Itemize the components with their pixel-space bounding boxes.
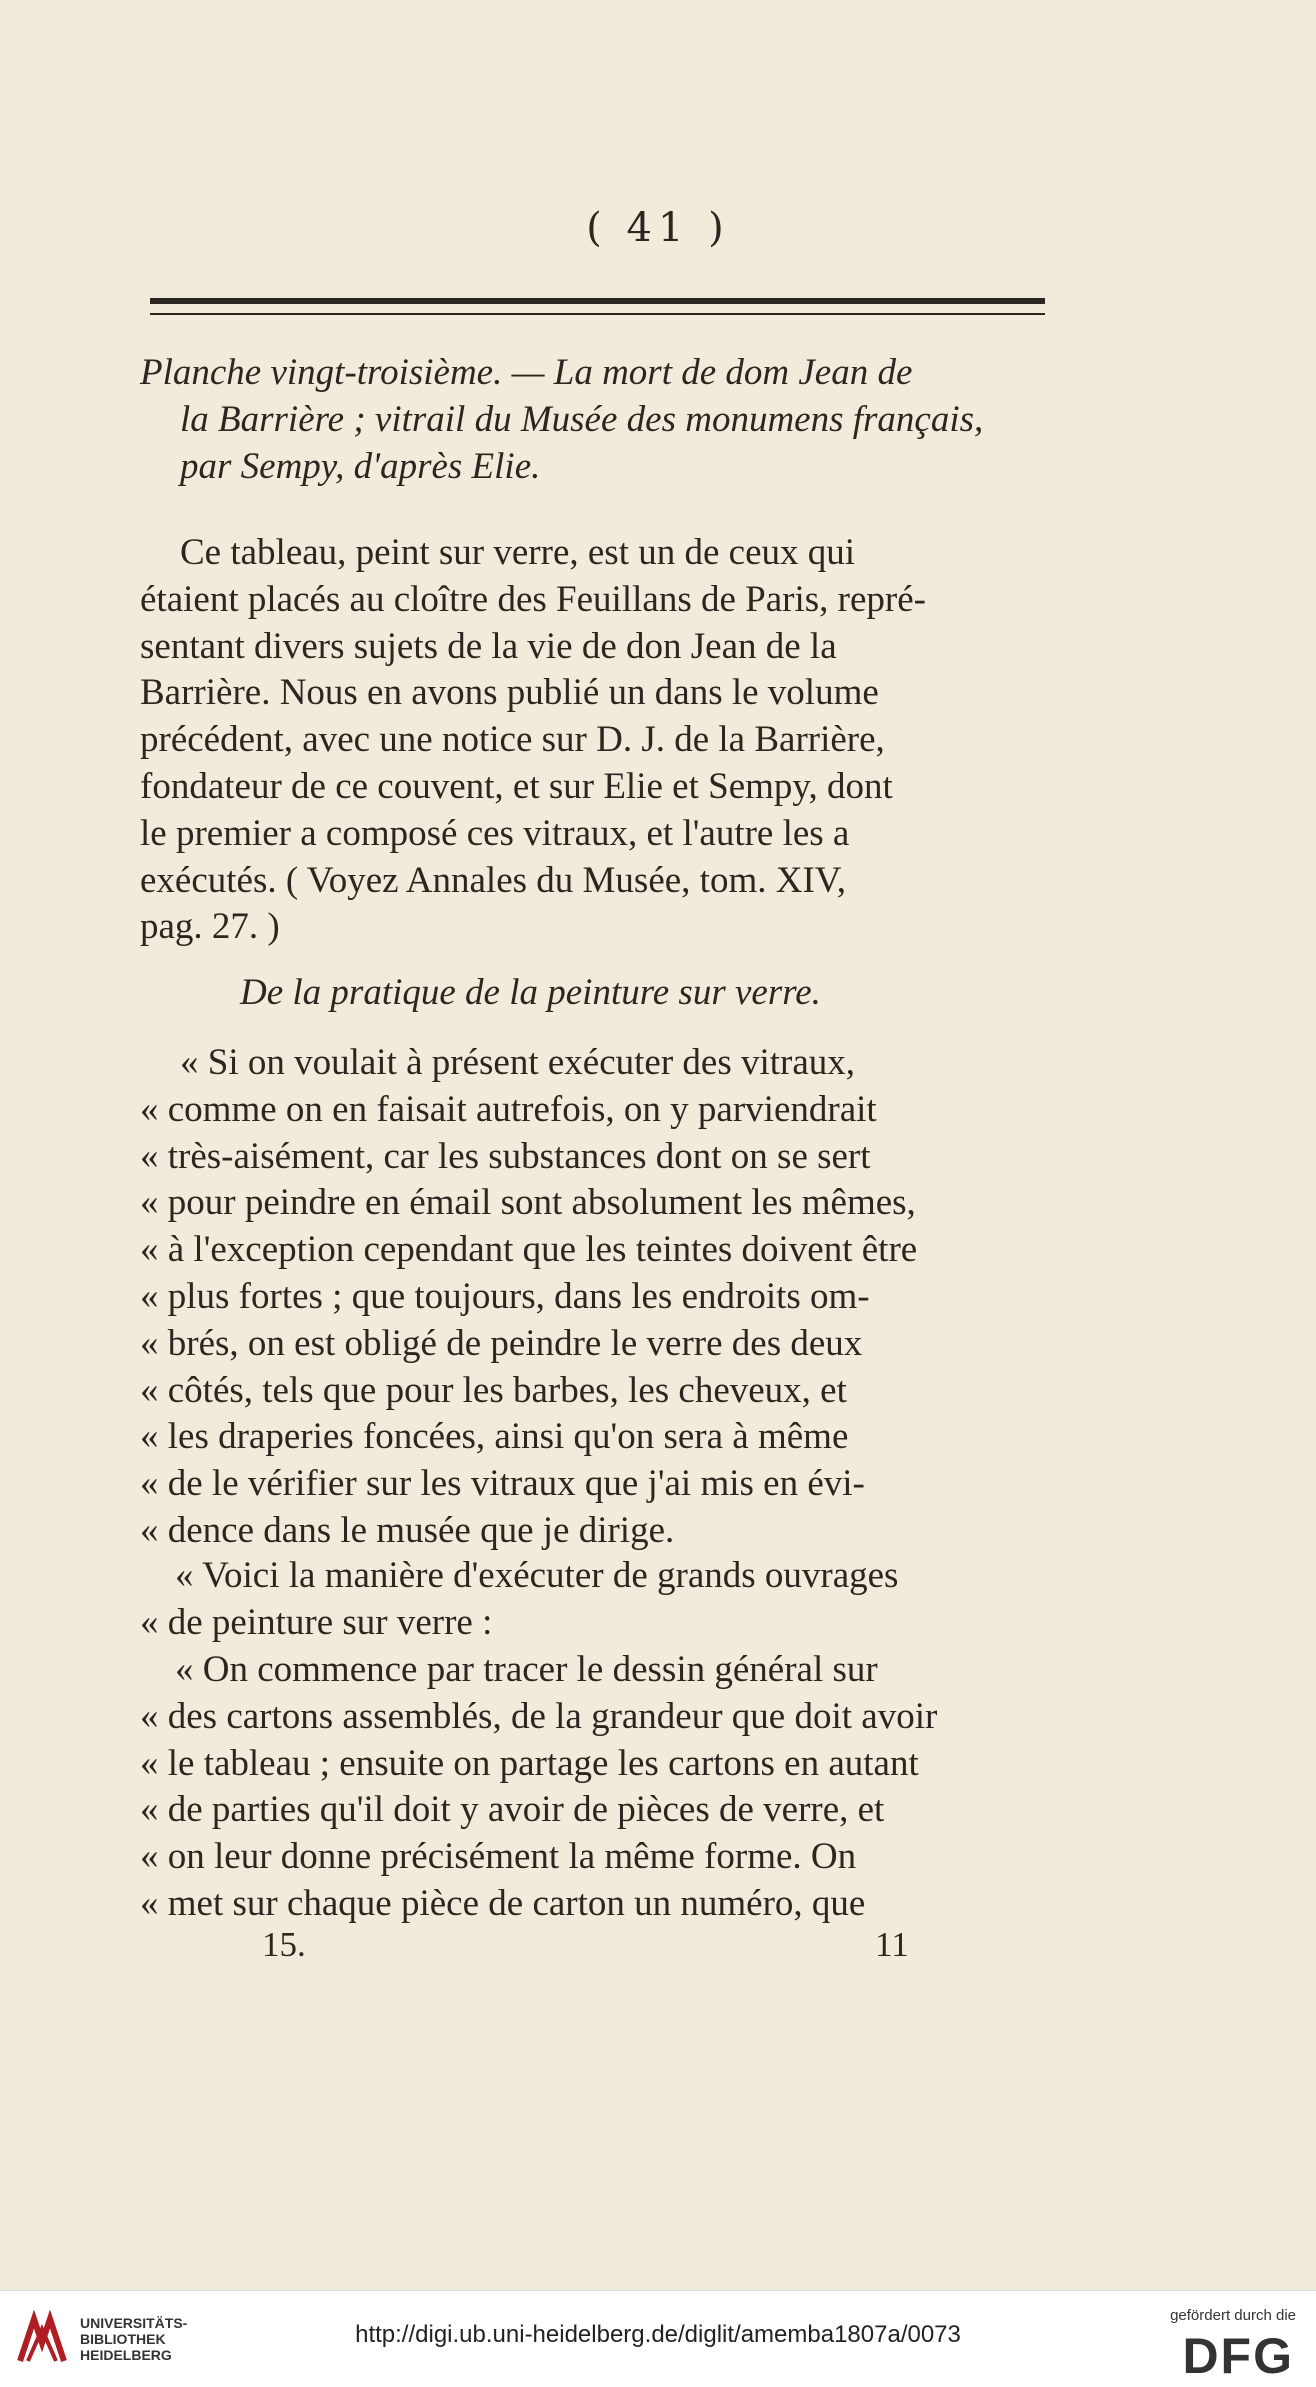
- paragraph-line: pag. 27. ): [140, 906, 280, 948]
- quoted-line: « on leur donne précisément la même forme. On: [140, 1836, 857, 1878]
- quoted-line: « les draperies foncées, ainsi qu'on sera à même: [140, 1416, 849, 1458]
- signature-mark-left: 15.: [262, 1925, 306, 1964]
- paragraph-line: étaient placés au cloître des Feuillans de Paris, repré-: [140, 578, 926, 620]
- funding-note: gefördert durch die: [1170, 2307, 1296, 2324]
- quoted-line: « de peinture sur verre :: [140, 1601, 493, 1643]
- library-name: UNIVERSITÄTS- BIBLIOTHEK HEIDELBERG: [80, 2315, 188, 2363]
- quoted-line: « le tableau ; ensuite on partage les cartons en autant: [140, 1742, 919, 1784]
- paragraph-line: Barrière. Nous en avons publié un dans le volume: [140, 672, 879, 714]
- quoted-line: « comme on en faisait autrefois, on y parviendrait: [140, 1088, 877, 1130]
- quoted-line: « Voici la manière d'exécuter de grands ouvrages: [175, 1555, 899, 1596]
- quoted-line: « de le vérifier sur les vitraux que j'ai mis en évi-: [140, 1463, 865, 1505]
- heading-line: par Sempy, d'après Elie.: [180, 445, 541, 487]
- permalink-url[interactable]: http://digi.ub.uni-heidelberg.de/diglit/amemba1807a/0073: [355, 2321, 961, 2348]
- quoted-line: « dence dans le musée que je dirige.: [140, 1510, 675, 1551]
- header-rule-thick: [150, 298, 1045, 304]
- section-subheading: De la pratique de la peinture sur verre.: [240, 972, 821, 1013]
- paragraph-line: exécutés. ( Voyez Annales du Musée, tom. XIV,: [140, 859, 846, 901]
- quoted-line: « côtés, tels que pour les barbes, les cheveux, et: [140, 1369, 847, 1411]
- quoted-line: « des cartons assemblés, de la grandeur que doit avoir: [140, 1695, 938, 1737]
- header-rule-thin: [150, 313, 1045, 315]
- quoted-line: « met sur chaque pièce de carton un numéro, que: [140, 1883, 866, 1924]
- dfg-logo: DFG: [1182, 2328, 1294, 2384]
- signature-mark-right: 11: [875, 1925, 909, 1964]
- quoted-line: « pour peindre en émail sont absolument les mêmes,: [140, 1182, 916, 1224]
- paragraph-line: Ce tableau, peint sur verre, est un de ceux qui: [180, 532, 856, 573]
- quoted-line: « de parties qu'il doit y avoir de pièces de verre, et: [140, 1789, 885, 1831]
- quoted-line: « On commence par tracer le dessin général sur: [175, 1649, 878, 1690]
- paragraph-line: le premier a composé ces vitraux, et l'autre les a: [140, 812, 850, 854]
- paragraph-line: sentant divers sujets de la vie de don Jean de la: [140, 625, 837, 667]
- page-number: ( 41 ): [586, 205, 730, 251]
- library-banner: [0, 2290, 1316, 2387]
- quoted-line: « Si on voulait à présent exécuter des vitraux,: [180, 1042, 856, 1083]
- quoted-line: « très-aisément, car les substances dont on se sert: [140, 1135, 871, 1177]
- quoted-line: « à l'exception cependant que les teintes doivent être: [140, 1229, 918, 1271]
- quoted-line: « brés, on est obligé de peindre le verre des deux: [140, 1322, 863, 1364]
- paragraph-line: fondateur de ce couvent, et sur Elie et Sempy, dont: [140, 766, 893, 807]
- heading-line: Planche vingt-troisième. — La mort de dom Jean de: [140, 352, 913, 393]
- quoted-line: « plus fortes ; que toujours, dans les endroits om-: [140, 1276, 870, 1317]
- paragraph-line: précédent, avec une notice sur D. J. de la Barrière,: [140, 719, 885, 761]
- heading-line: la Barrière ; vitrail du Musée des monumens français,: [180, 398, 984, 440]
